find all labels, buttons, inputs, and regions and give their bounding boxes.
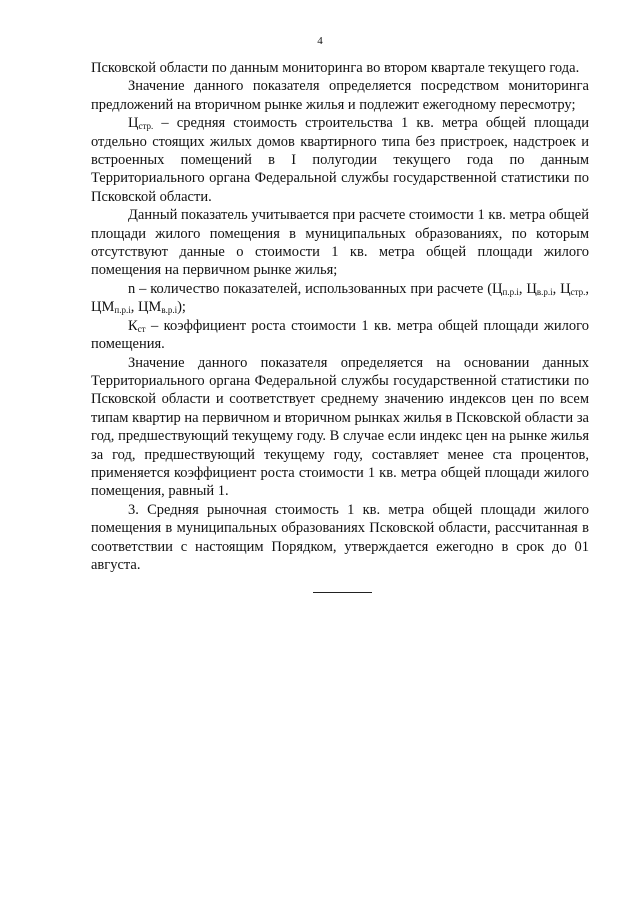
construction-cost-definition-text: – средняя стоимость строительства 1 кв. метра общей площади отдельно стоящих жилых домов квартирного типа без пристроек, надстроек и встроенных помещений в I полугодии текущего года по данным Территориального органа Федеральной службы государственной статистики по Псковской области. (91, 115, 589, 205)
end-divider-line (313, 592, 372, 593)
symbol-k-st: К (128, 317, 138, 334)
paragraph-indicator-count-definition (91, 280, 589, 317)
symbol-c-str: Ц (560, 280, 571, 297)
indicator-count-text: n – количество показателей, использованных при расчете ( (128, 280, 493, 297)
symbol-c-vr: Ц (526, 280, 537, 297)
separator: , (130, 299, 138, 316)
symbol-c-vr-subscript: в.р.i (536, 286, 553, 297)
document-body (91, 59, 589, 574)
symbol-cm-vr-subscript: в.р.i (161, 305, 178, 316)
paragraph-item-3: 3. Средняя рыночная стоимость 1 кв. метра общей площади жилого помещения в муниципальных образованиях Псковской области, рассчитанная в соответствии с настоящим Порядком, утверждается ежегодно в срок до 01 августа. (91, 501, 589, 573)
symbol-cm-pr: ЦМ (91, 299, 115, 316)
paragraph-continuation: Псковской области по данным мониторинга во втором квартале текущего года. (91, 60, 580, 76)
symbol-c-str-subscript: стр. (138, 121, 154, 132)
closing-parenthesis: ); (177, 299, 186, 316)
symbol-c-pr-subscript: п.р.i (502, 286, 519, 297)
symbol-c-str-subscript: стр. (570, 286, 586, 297)
paragraph-secondary-market-note: Значение данного показателя определяется посредством мониторинга предложений на вторичном рынке жилья и подлежит ежегодному пересмотру; (91, 78, 589, 113)
separator: , (518, 280, 527, 297)
paragraph-construction-cost-definition (91, 114, 589, 206)
symbol-c-str: Ц (128, 115, 139, 132)
symbol-cm-pr-subscript: п.р.i (114, 305, 131, 316)
symbol-k-st-subscript: ст (137, 323, 146, 334)
separator: , (585, 280, 590, 297)
paragraph-growth-coefficient-method: Значение данного показателя определяется на основании данных Территориального органа Федеральной службы государственной статистики по Псковской области и соответствует среднему значению индексов цен по всем типам квартир на первичном и вторичном рынках жилья в Псковской области за год, предшествующий текущему году. В случае если индекс цен на рынке жилья за год, предшествующий текущему году, составляет менее ста процентов, применяется коэффициент роста стоимости 1 кв. метра общей площади жилого помещения, равный 1. (91, 354, 589, 500)
symbol-c-pr: Ц (492, 280, 503, 297)
growth-coefficient-text: – коэффициент роста стоимости 1 кв. метра общей площади жилого помещения. (91, 317, 589, 353)
symbol-cm-vr: ЦМ (137, 299, 162, 316)
paragraph-growth-coefficient-definition (91, 317, 589, 354)
separator: , (552, 280, 561, 297)
paragraph-construction-cost-usage: Данный показатель учитывается при расчете стоимости 1 кв. метра общей площади жилого помещения в муниципальных образованиях, по которым отсутствуют данные о стоимости 1 кв. метра общей площади жилого помещения на первичном рынке жилья; (91, 207, 589, 279)
page-number: 4 (317, 35, 323, 47)
